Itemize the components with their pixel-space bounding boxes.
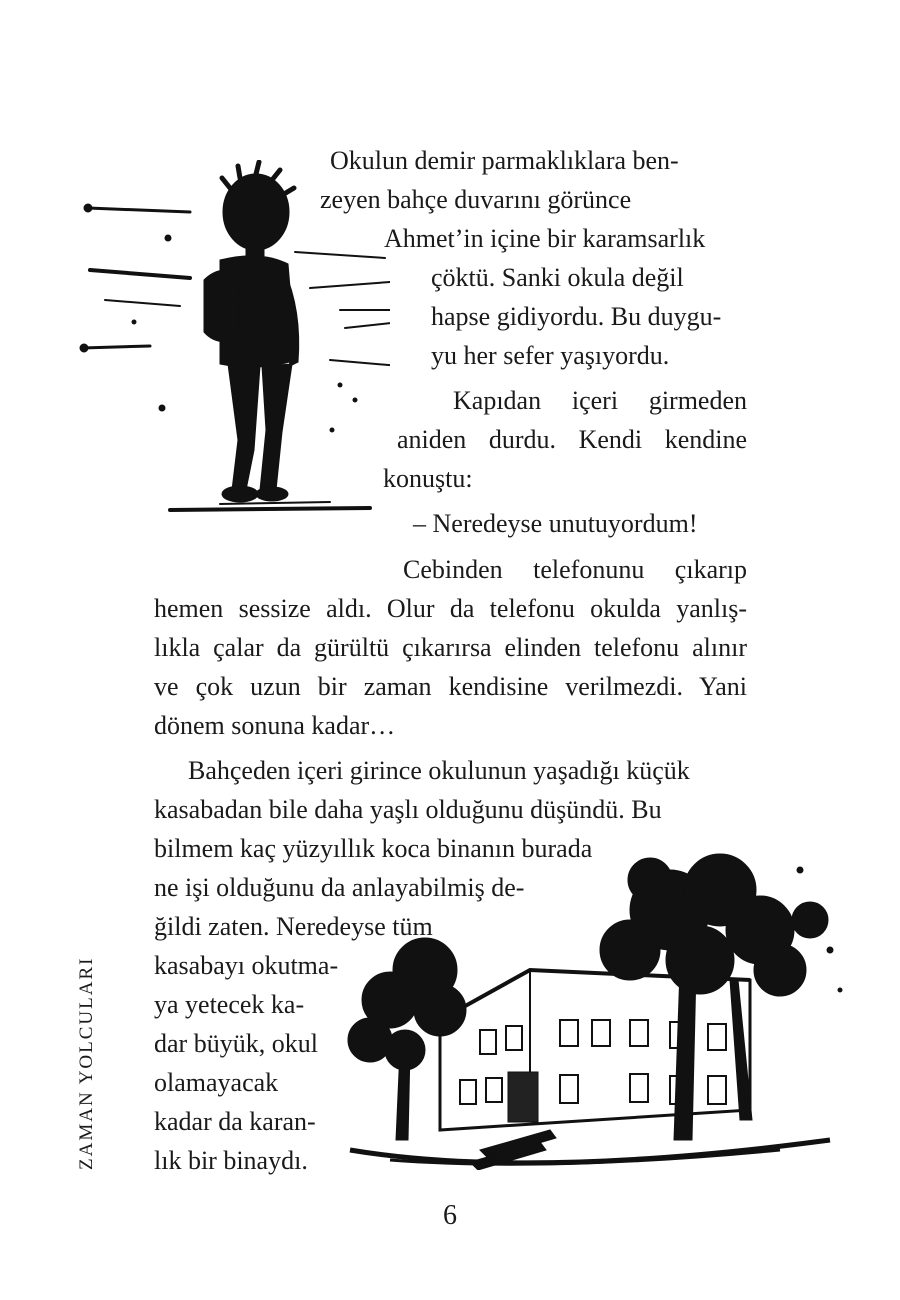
text-line: çöktü. Sanki okula değil (431, 263, 684, 292)
text-line: hapse gidiyordu. Bu duygu- (431, 302, 722, 331)
text-line: Cebinden telefonunu çıkarıp (403, 555, 747, 584)
text-line: konuştu: (383, 464, 473, 493)
text-line: kadar da karan- (154, 1107, 316, 1136)
text-line: lıkla çalar da gürültü çıkarırsa elinden telefonu alınır (154, 633, 747, 662)
text-line: bilmem kaç yüzyıllık koca binanın burada (154, 834, 593, 863)
text-line: Ahmet’in içine bir karamsarlık (384, 224, 706, 253)
text-line: hemen sessize aldı. Olur da telefonu okulda yanlış- (154, 594, 747, 623)
text-line: Kapıdan içeri girmeden (453, 386, 747, 415)
text-line: aniden durdu. Kendi kendine (397, 425, 747, 454)
text-line: ne işi olduğunu da anlayabilmiş de- (154, 873, 525, 902)
text-line: Okulun demir parmaklıklara ben- (330, 146, 679, 175)
text-line: olamayacak (154, 1068, 279, 1097)
text-line: kasabayı okutma- (154, 951, 339, 980)
text-line: – Neredeyse unutuyordum! (413, 509, 698, 538)
book-title: ZAMAN YOLCULARI (76, 956, 97, 1170)
page-number: 6 (443, 1200, 457, 1231)
text-line: lık bir binaydı. (154, 1146, 308, 1175)
text-line: ğildi zaten. Neredeyse tüm (154, 912, 433, 941)
text-line: yu her sefer yaşıyordu. (431, 341, 670, 370)
text-line: dönem sonuna kadar… (154, 711, 396, 740)
text-line: Bahçeden içeri girince okulunun yaşadığı küçük (188, 756, 690, 785)
text-line: kasabadan bile daha yaşlı olduğunu düşündü. Bu (154, 795, 662, 824)
text-line: zeyen bahçe duvarını görünce (320, 185, 632, 214)
text-line: dar büyük, okul (154, 1029, 318, 1058)
text-line: ve çok uzun bir zaman kendisine verilmezdi. Yani (154, 672, 747, 701)
text-line: ya yetecek ka- (154, 990, 305, 1019)
